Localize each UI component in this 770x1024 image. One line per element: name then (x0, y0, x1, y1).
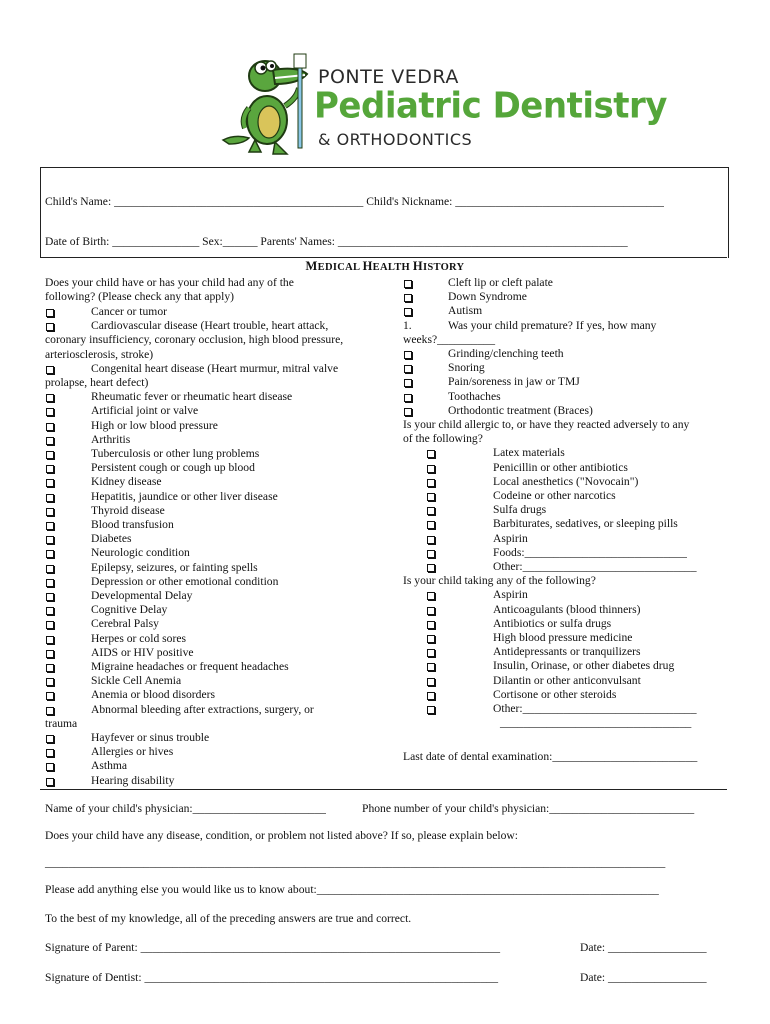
checkbox[interactable] (427, 521, 435, 529)
condition-item: Congenital heart disease (Heart murmur, mitral valve (91, 361, 339, 375)
alligator-with-toothbrush-icon (215, 48, 315, 158)
section-divider (40, 789, 727, 790)
condition-item-continued: trauma (45, 716, 78, 730)
condition-item-continued: arteriosclerosis, stroke) (45, 347, 154, 361)
condition-item: Depression or other emotional condition (91, 574, 279, 588)
checkbox[interactable] (46, 621, 54, 629)
condition-item: Epilepsy, seizures, or fainting spells (91, 560, 258, 574)
checkbox[interactable] (404, 394, 412, 402)
medication-other-continued[interactable]: _________________________________ (500, 716, 692, 730)
medication-item: High blood pressure medicine (493, 631, 633, 644)
checkbox[interactable] (46, 408, 54, 416)
checkbox[interactable] (46, 692, 54, 700)
section-title: MEDICAL HEALTH HISTORY (305, 259, 465, 273)
medication-item: Antidepressants or tranquilizers (493, 645, 641, 659)
allergy-item: Latex materials (493, 446, 565, 460)
checkbox[interactable] (46, 707, 54, 715)
checkbox[interactable] (46, 636, 54, 644)
physician-field[interactable]: Name of your child's physician:_______________________ (45, 802, 326, 815)
condition-item: Hayfever or sinus trouble (91, 731, 210, 744)
checkbox[interactable] (46, 678, 54, 686)
checkbox[interactable] (404, 294, 412, 302)
allergy-item: Sulfa drugs (493, 503, 547, 517)
checkbox[interactable] (46, 778, 54, 786)
condition-item: Cleft lip or cleft palate (448, 276, 553, 289)
checkbox[interactable] (46, 664, 54, 672)
childs-name-field[interactable]: Child's Name: ___________________________________________ Child's Nickname: ____________________________________ (45, 195, 664, 208)
checkbox[interactable] (427, 663, 435, 671)
physician-phone-field[interactable]: Phone number of your child's physician:_________________________ (362, 802, 695, 815)
dob-sex-parents-field[interactable]: Date of Birth: _______________ Sex:______ Parents' Names: __________________________________________________ (45, 235, 628, 248)
checkbox[interactable] (46, 579, 54, 587)
checkbox[interactable] (46, 465, 54, 473)
checkbox[interactable] (46, 593, 54, 601)
condition-item: Kidney disease (91, 475, 162, 489)
condition-item: Snoring (448, 361, 485, 375)
checkbox[interactable] (46, 309, 54, 317)
logo-line-1: PONTE VEDRA (318, 66, 459, 88)
condition-item: Allergies or hives (91, 745, 174, 759)
allergy-question: Is your child allergic to, or have they reacted adversely to any (403, 418, 690, 431)
checkbox[interactable] (427, 692, 435, 700)
condition-item: AIDS or HIV positive (91, 645, 194, 659)
checkbox[interactable] (427, 706, 435, 714)
checkbox[interactable] (46, 607, 54, 615)
condition-item: Abnormal bleeding after extractions, surgery, or (91, 702, 314, 716)
checkbox[interactable] (404, 365, 412, 373)
checkbox[interactable] (404, 308, 412, 316)
condition-item: Neurologic condition (91, 546, 190, 560)
condition-item: Rheumatic fever or rheumatic heart disease (91, 390, 293, 404)
condition-item: Asthma (91, 759, 128, 773)
condition-item-continued: prolapse, heart defect) (45, 376, 149, 389)
header-divider (40, 257, 727, 258)
checkbox[interactable] (427, 564, 435, 572)
checkbox[interactable] (46, 735, 54, 743)
dentist-signature-field[interactable]: Signature of Dentist: _____________________________________________________________ (45, 971, 499, 984)
allergy-item: Local anesthetics ("Novocain") (493, 474, 639, 488)
parent-date-field[interactable]: Date: _________________ (580, 941, 707, 954)
condition-item: Persistent cough or cough up blood (91, 461, 255, 475)
checkbox[interactable] (427, 450, 435, 458)
other-condition-question: Does your child have any disease, condition, or problem not listed above? If so, please explain below: (45, 829, 518, 842)
checkbox[interactable] (46, 763, 54, 771)
last-dental-exam-field[interactable]: Last date of dental examination:_________________________ (403, 750, 698, 763)
checkbox[interactable] (46, 323, 54, 331)
condition-item: Cerebral Palsy (91, 617, 159, 631)
checkbox[interactable] (427, 649, 435, 657)
condition-item: Anemia or blood disorders (91, 688, 215, 702)
allergy-item: Barbiturates, sedatives, or sleeping pills (493, 517, 678, 531)
medication-item: Anticoagulants (blood thinners) (493, 602, 641, 616)
checkbox[interactable] (427, 607, 435, 615)
checkbox[interactable] (427, 635, 435, 643)
checkbox[interactable] (427, 621, 435, 629)
condition-item: Hepatitis, jaundice or other liver disease (91, 489, 278, 503)
allergy-item: Other:______________________________ (493, 560, 697, 573)
allergy-item: Codeine or other narcotics (493, 489, 616, 502)
condition-item: Migraine headaches or frequent headaches (91, 660, 289, 673)
checkbox[interactable] (46, 522, 54, 530)
explain-line[interactable]: ___________________________________________________________________________________________________________ (45, 856, 666, 869)
condition-item: Down Syndrome (448, 290, 527, 304)
condition-item: Cardiovascular disease (Heart trouble, heart attack, (91, 319, 329, 333)
allergy-question-continued: of the following? (403, 432, 483, 446)
checkbox[interactable] (46, 437, 54, 445)
checkbox[interactable] (427, 479, 435, 487)
condition-item: Artificial joint or valve (91, 404, 199, 418)
left-intro-2: following? (Please check any that apply) (45, 290, 234, 303)
condition-item: Hearing disability (91, 773, 175, 787)
checkbox[interactable] (46, 536, 54, 544)
condition-item: Developmental Delay (91, 589, 193, 602)
condition-item: Diabetes (91, 532, 132, 546)
checkbox[interactable] (427, 550, 435, 558)
checkbox[interactable] (46, 508, 54, 516)
checkbox[interactable] (46, 749, 54, 757)
condition-item-continued: coronary insufficiency, coronary occlusion, high blood pressure, (45, 333, 344, 347)
condition-item: Cancer or tumor (91, 305, 167, 318)
medication-question: Is your child taking any of the following? (403, 574, 596, 588)
checkbox[interactable] (46, 650, 54, 658)
checkbox[interactable] (404, 379, 412, 387)
condition-item: Cognitive Delay (91, 603, 168, 617)
condition-item: Tuberculosis or other lung problems (91, 447, 260, 460)
condition-item: Herpes or cold sores (91, 631, 186, 645)
premature-question: Was your child premature? If yes, how many (448, 318, 657, 332)
checkbox[interactable] (427, 678, 435, 686)
checkbox[interactable] (46, 423, 54, 431)
logo-line-2: Pediatric Dentistry (314, 85, 667, 127)
allergy-item: Aspirin (493, 531, 528, 545)
condition-item: Sickle Cell Anemia (91, 674, 182, 688)
condition-item: Orthodontic treatment (Braces) (448, 403, 593, 417)
medication-item: Cortisone or other steroids (493, 687, 617, 701)
allergy-item: Penicillin or other antibiotics (493, 460, 628, 474)
checkbox[interactable] (427, 493, 435, 501)
checkbox[interactable] (46, 494, 54, 502)
allergy-item: Foods:____________________________ (493, 545, 687, 559)
checkbox[interactable] (46, 366, 54, 374)
checkbox[interactable] (427, 536, 435, 544)
checkbox[interactable] (46, 451, 54, 459)
condition-item: Arthritis (91, 432, 131, 446)
medication-item: Other:______________________________ (493, 702, 697, 715)
medication-item: Insulin, Orinase, or other diabetes drug (493, 659, 675, 673)
left-intro-1: Does your child have or has your child had any of the (45, 276, 294, 289)
checkbox[interactable] (46, 550, 54, 558)
checkbox[interactable] (427, 465, 435, 473)
question-number: 1. (403, 318, 412, 332)
checkbox[interactable] (46, 394, 54, 402)
checkbox[interactable] (404, 408, 412, 416)
dentist-date-field[interactable]: Date: _________________ (580, 971, 707, 984)
logo-line-3: & ORTHODONTICS (318, 130, 473, 149)
checkbox[interactable] (404, 351, 412, 359)
condition-item: Autism (448, 304, 483, 318)
checkbox[interactable] (46, 565, 54, 573)
checkbox[interactable] (404, 280, 412, 288)
medication-item: Antibiotics or sulfa drugs (493, 616, 612, 630)
medication-item: Dilantin or other anticonvulsant (493, 673, 641, 687)
condition-item: Blood transfusion (91, 518, 174, 531)
checkbox[interactable] (427, 592, 435, 600)
condition-item: Grinding/clenching teeth (448, 347, 564, 360)
premature-weeks-field[interactable]: weeks?__________ (403, 332, 496, 346)
condition-item: High or low blood pressure (91, 418, 218, 432)
anything-else-field[interactable]: Please add anything else you would like us to know about:___________________________________________________________ (45, 883, 659, 896)
condition-item: Thyroid disease (91, 503, 165, 517)
checkbox[interactable] (427, 507, 435, 515)
attestation: To the best of my knowledge, all of the preceding answers are true and correct. (45, 912, 412, 925)
checkbox[interactable] (46, 479, 54, 487)
condition-item: Toothaches (448, 389, 501, 403)
condition-item: Pain/soreness in jaw or TMJ (448, 375, 580, 389)
parent-signature-field[interactable]: Signature of Parent: ______________________________________________________________ (45, 941, 501, 954)
medication-item: Aspirin (493, 588, 528, 602)
